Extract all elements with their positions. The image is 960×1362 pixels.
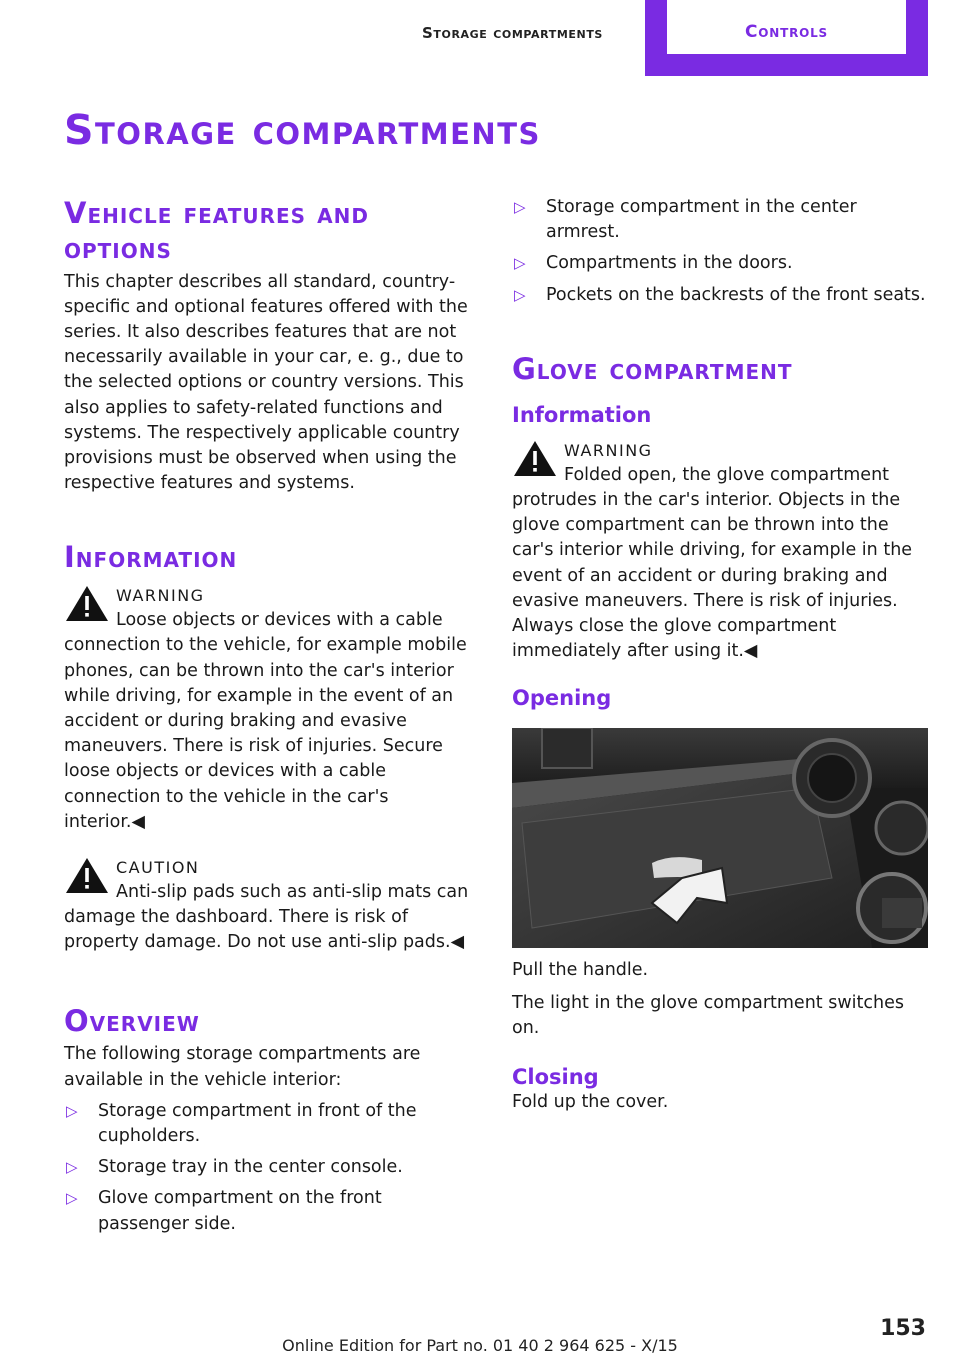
running-header-section: Storage compartments [422,24,603,42]
triangle-right-icon: ▷ [514,285,526,304]
opening-heading: Opening [512,686,612,711]
glove-information-heading: Information [512,402,652,427]
list-item: ▷ Storage compartment in the center armrest. [514,197,857,243]
warning-triangle-icon [512,438,558,478]
caution-block [64,855,474,956]
warning-label: WARNING [116,586,205,606]
opening-text-2: The light in the glove compartment switches on. [512,992,904,1039]
glove-compartment-heading: Glove compartment [512,351,793,386]
closing-heading: Closing [512,1065,599,1090]
triangle-right-icon: ▷ [66,1101,78,1120]
list-item: ▷ Glove compartment on the front passenger side. [66,1188,382,1234]
caution-text: Anti-slip pads such as anti-slip mats can damage the dashboard. There is risk of property damage. Do not use anti-slip pads.◀ [64,882,469,953]
triangle-right-icon: ▷ [66,1189,78,1208]
overview-list [64,1099,474,1237]
triangle-right-icon: ▷ [514,198,526,216]
list-item: ▷ Compartments in the doors. [512,251,930,276]
glove-compartment-photo [512,728,928,948]
page-title: Storage compartments [64,106,541,154]
overview-heading: Overview [64,1003,200,1038]
information-heading: Information [64,540,238,575]
overview-list-continued [512,195,930,308]
list-item: ▷ Storage tray in the center console. [64,1155,474,1180]
warning-text: Loose objects or devices with a cable connection to the vehicle, for example mobile phones, can be thrown into the car's interior while driving, for example in the event of an accident or during braking and evasive maneuvers. There is risk of injuries. Secure loose objects or devices with a cable connection to the vehicle in the car's interior.◀ [64,610,467,832]
vehicle-features-text: This chapter describes all standard, country-specific and optional features offered with the series. It also describes features that are not necessarily available in your car, e. g., due to the selected options or country versions. This also applies to safety-related functions and systems. The respectively applicable country provisions must be observed when using the respective features and systems. [64,271,468,494]
page-number: 153 [880,1316,926,1341]
glove-warning-block [512,438,930,665]
vehicle-features-heading: Vehicle features and options [64,196,369,265]
chapter-tab [645,0,928,76]
glove-warning-text: Folded open, the glove compartment protrudes in the car's interior. Objects in the glove compartment can be thrown into the car's interior while driving, for example in the event of an accident or during braking and evasive maneuvers. There is risk of injuries. Always close the glove compartment immediately after using it.◀ [512,464,913,662]
left-column [64,196,474,1243]
list-item: ▷ Storage compartment in front of the cupholders. [66,1100,417,1147]
glove-warning-label: WARNING [564,440,653,460]
caution-label: CAUTION [116,858,200,878]
caution-triangle-icon [64,855,110,895]
closing-text: Fold up the cover. [512,1092,669,1113]
overview-intro: The following storage compartments are available in the vehicle interior: [64,1044,421,1090]
chapter-tab-label: Controls [667,0,906,54]
warning-block [64,583,474,835]
opening-text-1: Pull the handle. [512,959,649,980]
list-item: ▷ Pockets on the backrests of the front seats. [512,283,930,308]
triangle-right-icon: ▷ [514,254,526,273]
footer-edition: Online Edition for Part no. 01 40 2 964 625 - X/15 [282,1336,678,1355]
right-column [512,195,930,1116]
triangle-right-icon: ▷ [66,1158,78,1177]
warning-triangle-icon [64,583,110,623]
